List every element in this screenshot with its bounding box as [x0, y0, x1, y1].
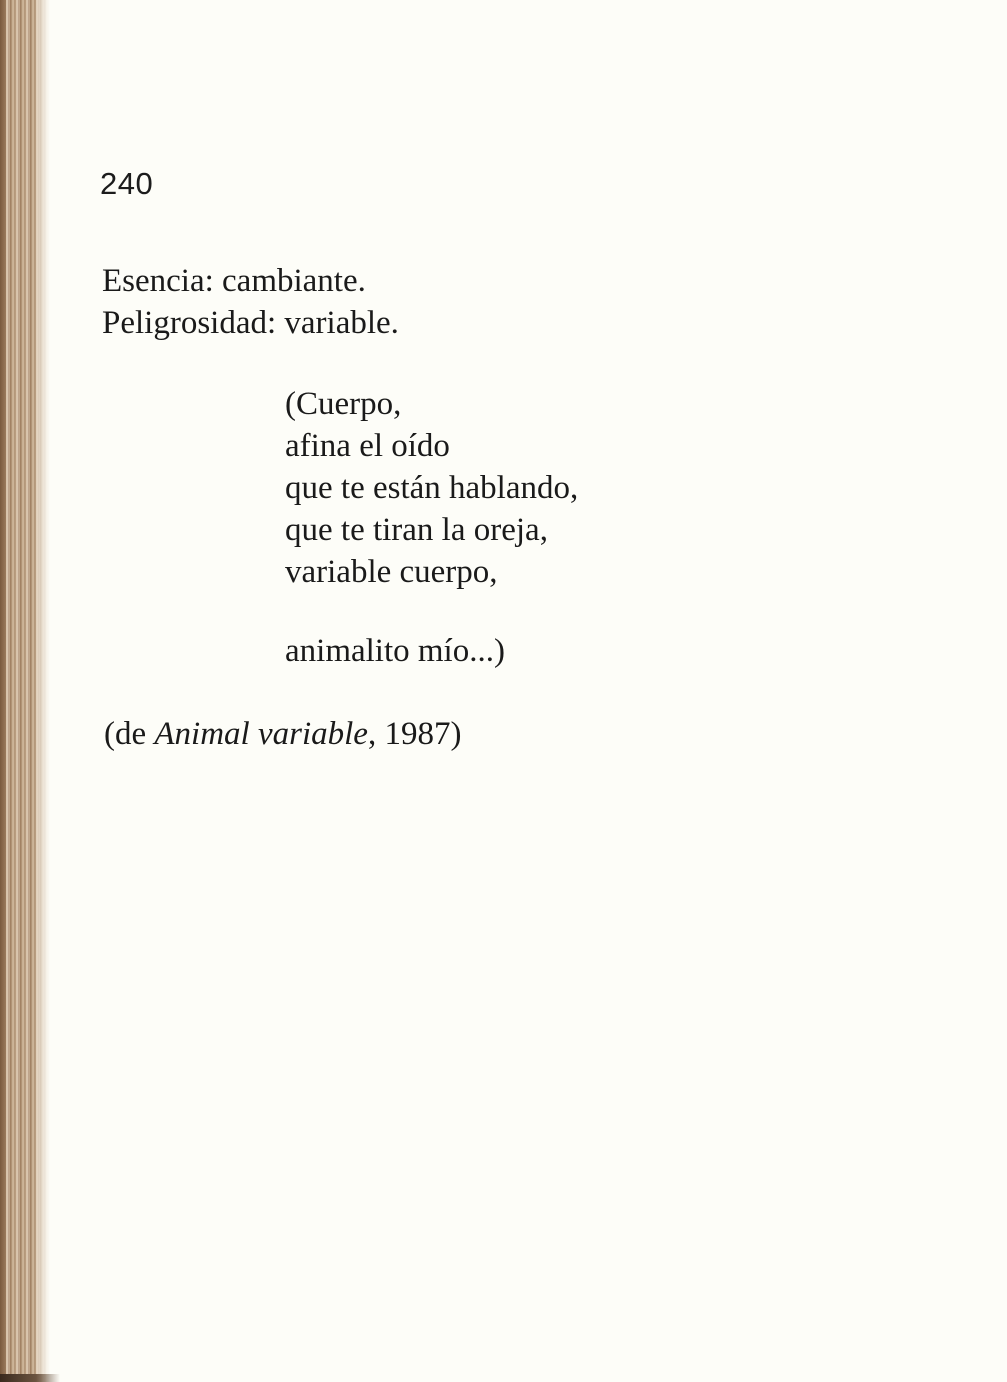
intro-line-danger: Peligrosidad: variable.: [102, 305, 399, 341]
source-prefix: (de: [104, 716, 155, 752]
poem-final-line: animalito mío...): [285, 633, 505, 669]
stanza-line: variable cuerpo,: [285, 554, 498, 590]
poem-stanza: [285, 383, 578, 593]
stanza-line: afina el oído: [285, 428, 450, 464]
stanza-line: que te están hablando,: [285, 470, 579, 506]
page-number: 240: [100, 166, 154, 201]
intro-lines: [102, 260, 399, 344]
source-book-title: Animal variable: [154, 716, 368, 752]
book-spine: [0, 0, 50, 1382]
intro-line-essence: Esencia: cambiante.: [102, 263, 366, 299]
page-bottom-edge: [0, 1374, 60, 1382]
stanza-line: (Cuerpo,: [285, 386, 402, 422]
spine-shadow: [0, 0, 6, 1382]
poem-source-citation: [104, 713, 461, 755]
stanza-line: que te tiran la oreja,: [285, 512, 548, 548]
source-suffix: , 1987): [367, 716, 462, 752]
